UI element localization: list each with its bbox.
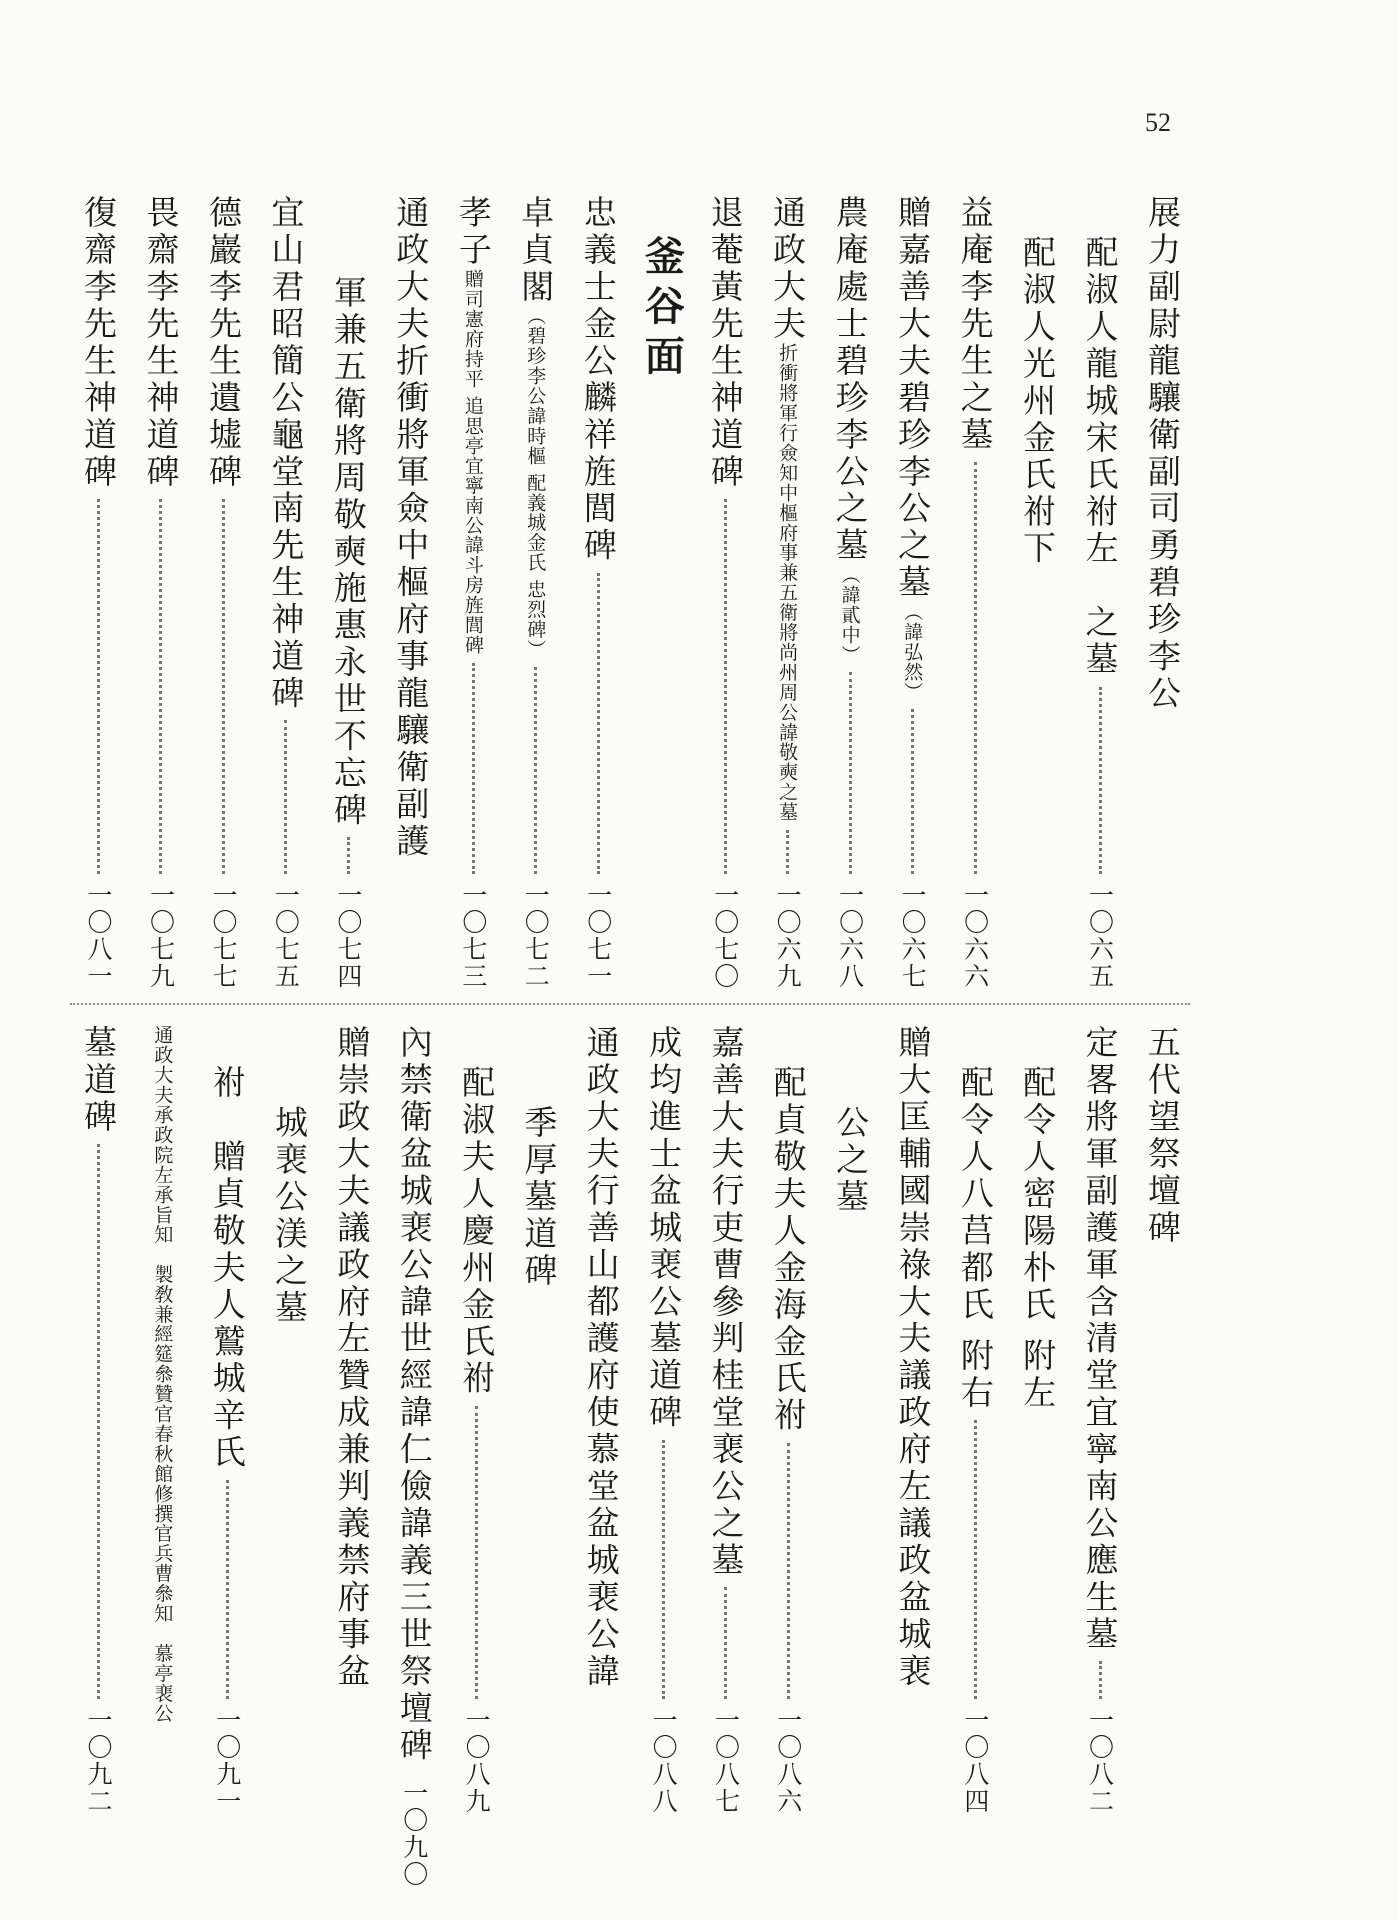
toc-entry: 忠義士金公麟祥旌閭碑 一〇七一 (570, 195, 626, 990)
toc-entry: 通政大夫 折衝將軍行僉知中樞府事兼五衛將尚州周公諱敬奭之墓 一〇六九 (759, 195, 815, 990)
page-ref: 一〇六八 (835, 882, 865, 990)
toc-entry: 定畧將軍副護軍含清堂宜寧南公應生墓 一〇八二 (1072, 1025, 1128, 1815)
toc-entry: 成均進士盆城裵公墓道碑 一〇八八 (635, 1025, 691, 1815)
toc-entry: 通政大夫行善山都護府使慕堂盆城裵公諱 (581, 1025, 621, 1691)
page-ref: 一〇八二 (1085, 1707, 1115, 1815)
page-ref: 一〇九一 (212, 1707, 242, 1815)
toc-entry: 宜山君昭簡公龜堂南先生神道碑 一〇七五 (257, 195, 313, 990)
page-ref: 一〇六七 (898, 882, 928, 990)
page-ref: 一〇八四 (960, 1707, 990, 1815)
page-ref: 一〇七七 (208, 882, 238, 990)
toc-entry: 墓道碑 一〇九二 (70, 1025, 126, 1815)
toc-entry: 內禁衛盆城裵公諱世經諱仁儉諱義三世祭壇碑 一〇九〇 (386, 1025, 442, 1815)
section-divider (70, 1003, 1190, 1005)
page-ref: 一〇六九 (773, 882, 803, 990)
toc-entry: 退菴黃先生神道碑 一〇七〇 (697, 195, 753, 990)
page-ref: 一〇八七 (711, 1707, 741, 1815)
toc-bottom-section (70, 1025, 1190, 1889)
page-ref: 一〇六六 (960, 882, 990, 990)
page-ref: 一〇八八 (649, 1707, 679, 1815)
toc-entry: 展力副尉龍驤衛副司勇碧珍李公 (1142, 195, 1182, 713)
toc-entry: 益庵李先生之墓 一〇六六 (947, 195, 1003, 990)
toc-top-section (70, 195, 1190, 990)
toc-entry: 復齋李先生神道碑 一〇八一 (70, 195, 126, 990)
toc-entry: 贈嘉善大夫碧珍李公之墓 （諱弘然） 一〇六七 (884, 195, 940, 990)
page-ref: 一〇七九 (146, 882, 176, 990)
toc-entry: 公之墓 (831, 1105, 871, 1216)
toc-entry: 軍兼五衛將周敬奭施惠永世不忘碑 一〇七四 (320, 195, 376, 990)
toc-entry: 祔 贈貞敬夫人鷲城辛氏 一〇九一 (199, 1025, 255, 1815)
toc-entry: 季厚墓道碑 (519, 1105, 559, 1290)
toc-entry: 孝子 贈司憲府持平 追思亭宜寧南公 諱斗房旌閭碑 一〇七三 (445, 195, 501, 990)
toc-entry: 農庵處士碧珍李公之墓 （諱貳中） 一〇六八 (822, 195, 878, 990)
page-ref: 一〇八六 (773, 1707, 803, 1815)
toc-entry: 卓貞閣 （碧珍李公諱時樞 配義城金氏 忠烈碑） 一〇七二 (507, 195, 563, 990)
page-ref: 一〇八一 (84, 882, 113, 990)
page-ref: 一〇七四 (333, 882, 363, 990)
toc-entry: 贈崇政大夫議政府左贊成兼判義禁府事盆 (332, 1025, 372, 1691)
toc-entry: 德巖李先生遺墟碑 一〇七七 (195, 195, 251, 990)
toc-entry: 配淑夫人慶州金氏祔 一〇八九 (448, 1025, 504, 1815)
toc-entry: 通政大夫承政院左承旨知 製敎兼 經筵叅贊官春秋館修撰官兵曹叅知 慕亭裵公 (151, 1025, 174, 1724)
page-ref: 一〇七〇 (710, 882, 740, 990)
toc-entry: 城裵公渼之墓 (270, 1105, 310, 1327)
toc-entry: 配令人八莒都氏 附右 一〇八四 (947, 1025, 1003, 1815)
section-heading: 釜谷面 (638, 235, 686, 385)
toc-entry: 配貞敬夫人金海金氏祔 一〇八六 (760, 1025, 816, 1815)
toc-entry: 通政大夫折衝將軍僉中樞府事龍驤衛副護 (391, 195, 431, 861)
page-ref: 一〇七一 (583, 882, 613, 990)
toc-entry: 嘉善大夫行吏曹參判桂堂裵公之墓 一〇八七 (697, 1025, 753, 1815)
toc-entry: 畏齋李先生神道碑 一〇七九 (132, 195, 188, 990)
toc-entry: 配淑人龍城宋氏祔左 之墓 一〇六五 (1072, 195, 1128, 990)
toc-entry: 贈大匡輔國崇祿大夫議政府左議政盆城裵 (893, 1025, 933, 1691)
page-ref: 一〇七三 (458, 882, 488, 990)
page-ref: 一〇七五 (271, 882, 301, 990)
toc-entry: 配淑人光州金氏祔下 (1018, 235, 1058, 568)
page-ref: 一〇九二 (84, 1707, 113, 1815)
page-ref: 一〇六五 (1085, 882, 1115, 990)
toc-entry: 五代望祭壇碑 (1142, 1025, 1182, 1247)
page-number: 52 (1145, 108, 1171, 137)
page-ref: 一〇八九 (462, 1707, 492, 1815)
page-ref: 一〇七二 (521, 882, 551, 990)
toc-entry: 配令人密陽朴氏 附左 (1018, 1065, 1058, 1413)
page-ref: 一〇九〇 (399, 1780, 429, 1889)
